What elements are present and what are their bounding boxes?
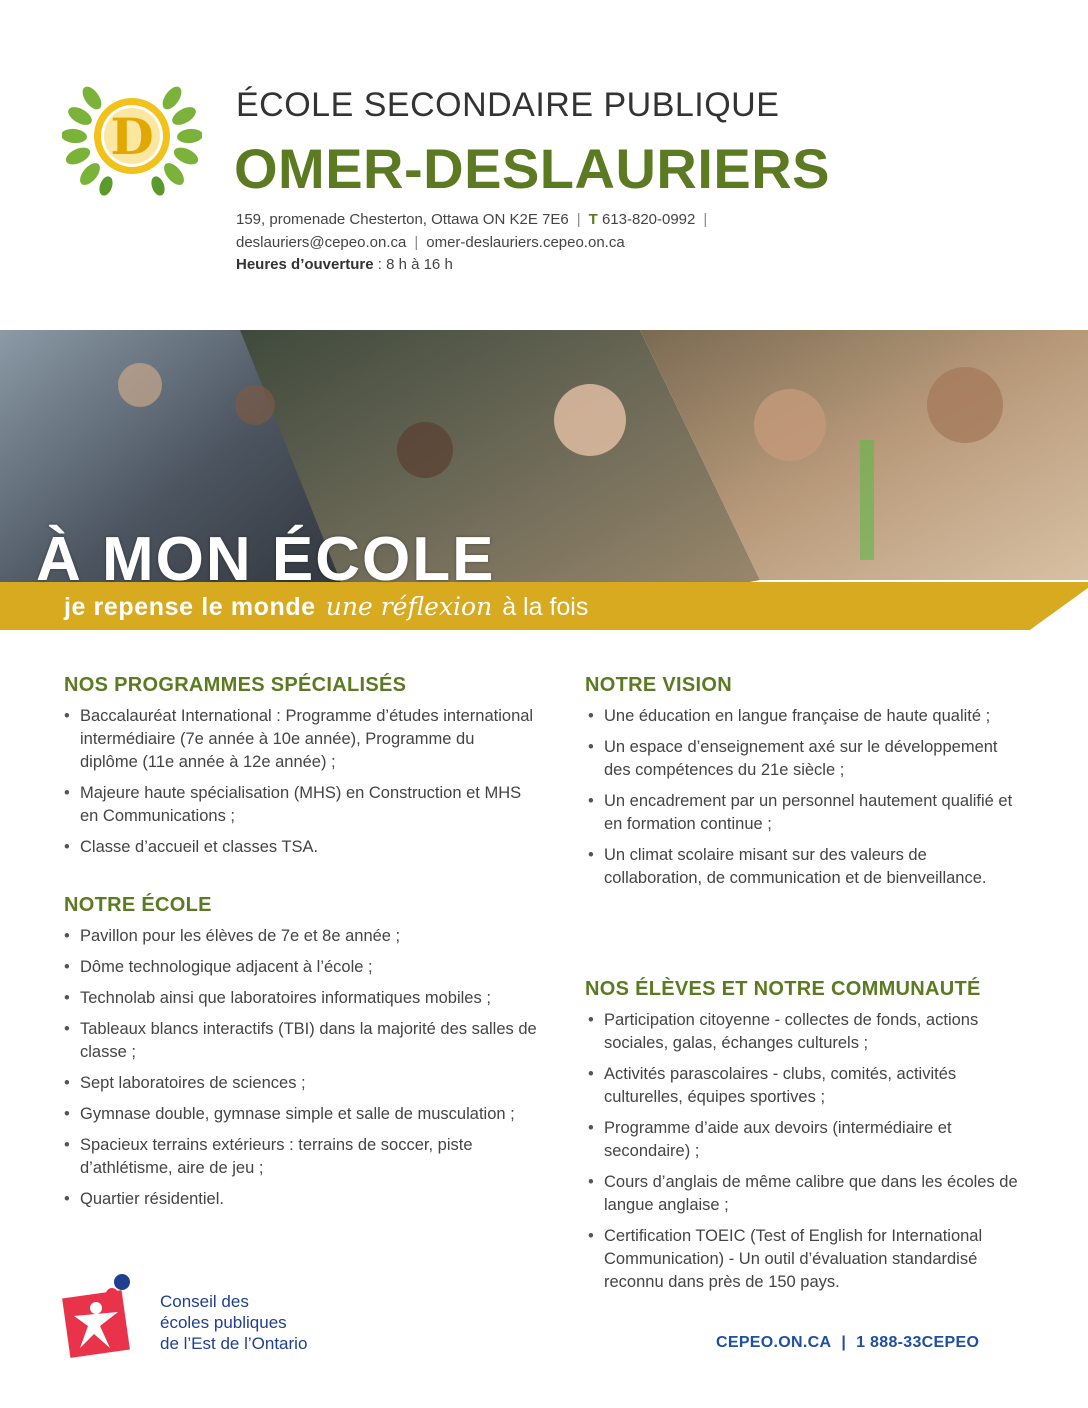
list-item: • Baccalauréat International : Programme d’études international intermédiaire (7e année à 10e année), Programme du diplôme (11e année à 12e année) ; [64,705,534,774]
hours-value: 8 h à 16 h [386,256,453,273]
contact-address-line: 159, promenade Chesterton, Ottawa ON K2E 7E6 | T 613-820-0992 | [236,211,708,228]
list-item: • Gymnase double, gymnase simple et salle de musculation ; [64,1103,564,1126]
phone[interactable]: 613-820-0992 [601,211,696,228]
list-item: • Programme d’aide aux devoirs (intermédiaire et secondaire) ; [588,1117,1028,1163]
address: 159, promenade Chesterton, Ottawa ON K2E 7E6 [236,211,569,228]
banner-tagline [64,592,588,622]
footer-contact: CEPEO.ON.CA | 1 888-33CEPEO [716,1334,980,1351]
vision-title: NOTRE VISION [585,674,732,696]
list-item: • Un espace d’enseignement axé sur le développement des compétences du 21e siècle ; [588,736,1028,782]
list-item: • Classe d’accueil et classes TSA. [64,836,534,859]
school-laurel-logo [62,78,202,198]
footer-website-link[interactable]: CEPEO.ON.CA [716,1334,832,1351]
list-item: • Tableaux blancs interactifs (TBI) dans la majorité des salles de classe ; [64,1018,564,1064]
list-item: • Majeure haute spécialisation (MHS) en Construction et MHS en Communications ; [64,782,534,828]
cepeo-logo-icon [60,1272,156,1360]
banner-headline: À MON ÉCOLE [36,525,496,594]
council-name [160,1291,380,1354]
list-item: • Une éducation en langue française de haute qualité ; [588,705,1028,728]
school-type: ÉCOLE SECONDAIRE PUBLIQUE [236,86,780,124]
opening-hours: Heures d’ouverture : 8 h à 16 h [236,256,453,273]
programs-list [64,705,534,867]
list-item: • Pavillon pour les élèves de 7e et 8e année ; [64,925,564,948]
community-title: NOS ÉLÈVES ET NOTRE COMMUNAUTÉ [585,978,981,1000]
contact-web-line: deslauriers@cepeo.on.ca | omer-deslauriers.cepeo.on.ca [236,234,625,251]
list-item: • Cours d’anglais de même calibre que dans les écoles de langue anglaise ; [588,1171,1028,1217]
school-name: OMER-DESLAURIERS [234,137,831,200]
list-item: • Quartier résidentiel. [64,1188,564,1211]
school-section-title: NOTRE ÉCOLE [64,894,212,916]
list-item: • Un climat scolaire misant sur des valeurs de collaboration, de communication et de bienveillance. [588,844,1028,890]
vision-list [588,705,1028,898]
list-item: • Spacieux terrains extérieurs : terrains de soccer, piste d’athlétisme, aire de jeu ; [64,1134,564,1180]
list-item: • Dôme technologique adjacent à l’école ; [64,956,564,979]
council-line: écoles publiques [160,1313,287,1332]
list-item: • Activités parascolaires - clubs, comités, activités culturelles, équipes sportives ; [588,1063,1028,1109]
phone-label: T [588,211,598,228]
footer-phone[interactable]: 1 888-33CEPEO [856,1334,980,1351]
list-item: • Sept laboratoires de sciences ; [64,1072,564,1095]
community-list [588,1009,1028,1302]
list-item: • Un encadrement par un personnel hautement qualifié et en formation continue ; [588,790,1028,836]
list-item: • Technolab ainsi que laboratoires informatiques mobiles ; [64,987,564,1010]
council-line: Conseil des [160,1292,249,1311]
email-link[interactable]: deslauriers@cepeo.on.ca [236,234,407,251]
programs-title: NOS PROGRAMMES SPÉCIALISÉS [64,674,407,696]
list-item: • Participation citoyenne - collectes de fonds, actions sociales, galas, échanges culturels ; [588,1009,1028,1055]
logo-letter: D [110,107,154,166]
hours-label: Heures d’ouverture [236,256,374,273]
website-link[interactable]: omer-deslauriers.cepeo.on.ca [426,234,625,251]
tagline-part1: je repense le monde [64,593,316,621]
tagline-part2: à la fois [502,593,589,621]
list-item: • Certification TOEIC (Test of English for International Communication) - Un outil d’évaluation standardisé reconnu dans près de 150 pays. [588,1225,1028,1294]
school-features-list [64,925,564,1219]
council-line: de l’Est de l’Ontario [160,1334,308,1353]
tagline-script: une réflexion [325,592,493,621]
